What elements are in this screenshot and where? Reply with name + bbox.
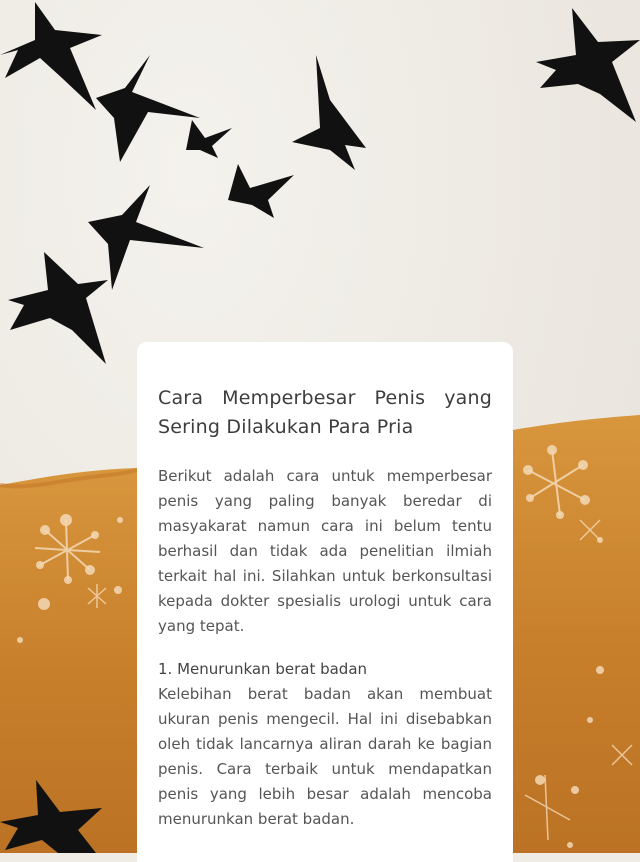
article-card <box>137 342 513 862</box>
bird-silhouette-icon <box>88 185 204 290</box>
bird-silhouette-icon <box>0 780 102 853</box>
bird-silhouette-icon <box>186 120 232 158</box>
bird-silhouette-icon <box>292 55 366 170</box>
bird-silhouette-icon <box>228 164 294 218</box>
section-heading: 1. Menurunkan berat badan <box>158 660 368 678</box>
article-intro: Berikut adalah cara untuk memperbesar penis yang paling banyak beredar di masyakarat namun cara ini belum tentu berhasil dan tidak ada penelitian ilmiah terkait hal ini. Silahkan untuk berkonsultasi kepada dokter spesialis urologi untuk cara yang tepat. <box>158 467 492 635</box>
article-title: Cara Memperbesar Penis yang Sering Dilakukan Para Pria <box>158 387 492 438</box>
bird-silhouette-icon <box>0 2 102 110</box>
bird-silhouette-icon <box>96 55 200 162</box>
bird-silhouette-icon <box>8 252 108 364</box>
section-body: Kelebihan berat badan akan membuat ukuran penis mengecil. Hal ini disebabkan oleh tidak lancarnya aliran darah ke bagian penis. Cara terbaik untuk mendapatkan penis yang lebih besar adalah mencoba menurunkan berat badan. <box>158 685 492 828</box>
bird-silhouette-icon <box>536 8 640 122</box>
